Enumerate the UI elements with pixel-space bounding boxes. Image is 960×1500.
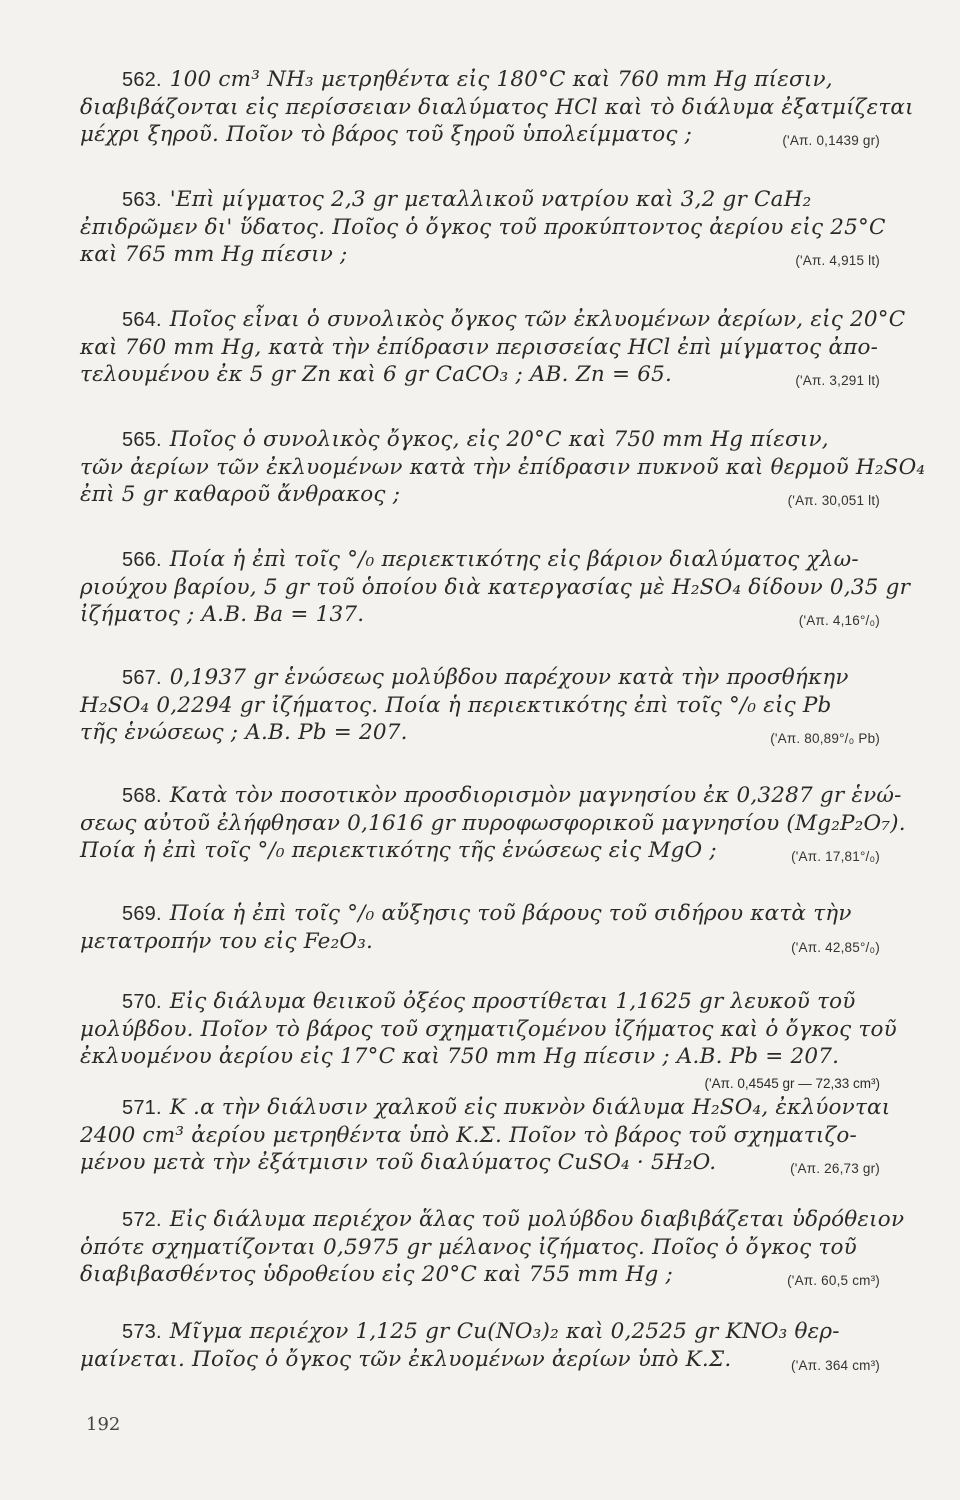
page-number: 192 bbox=[86, 1414, 121, 1435]
answer: ('Απ. 17,81°/₀) bbox=[791, 849, 880, 864]
problem-562 bbox=[80, 66, 914, 154]
problem-number: 569. bbox=[122, 903, 162, 925]
problem-number: 565. bbox=[122, 429, 162, 451]
answer: ('Απ. 4,16°/₀) bbox=[798, 613, 880, 628]
problem-number: 573. bbox=[122, 1321, 162, 1343]
answer: ('Απ. 42,85°/₀) bbox=[791, 940, 880, 955]
problem-line: ὁπότε σχηματίζονται 0,5975 gr μέλανος ἰζήματος. Ποῖος ὁ ὄγκος τοῦ bbox=[80, 1235, 857, 1260]
problem-line: 565. Ποῖος ὁ συνολικὸς ὄγκος, εἰς 20°C καὶ 750 mm Hg πίεσιν, bbox=[122, 427, 829, 452]
problem-number: 570. bbox=[122, 991, 162, 1013]
problem-line: 568. Κατὰ τὸν ποσοτικὸν προσδιορισμὸν μαγνησίου ἐκ 0,3287 gr ἑνώ- bbox=[122, 783, 902, 808]
answer: ('Απ. 26,73 gr) bbox=[790, 1161, 880, 1176]
problem-565 bbox=[80, 426, 926, 514]
problem-line: ἐπὶ 5 gr καθαροῦ ἄνθρακος ; ('Απ. 30,051 lt) bbox=[80, 481, 880, 508]
problem-line: μένου μετὰ τὴν ἐξάτμισιν τοῦ διαλύματος CuSO₄ · 5H₂O. ('Απ. 26,73 gr) bbox=[80, 1149, 880, 1176]
answer: ('Απ. 0,1439 gr) bbox=[782, 133, 880, 148]
problem-line: καὶ 765 mm Hg πίεσιν ; ('Απ. 4,915 lt) bbox=[80, 241, 880, 268]
problem-line: 2400 cm³ ἀερίου μετρηθέντα ὑπὸ Κ.Σ. Ποῖον τὸ βάρος τοῦ σχηματιζο- bbox=[80, 1123, 857, 1148]
problem-line: σεως αὐτοῦ ἐλήφθησαν 0,1616 gr πυροφωσφορικοῦ μαγνησίου (Mg₂P₂O₇). bbox=[80, 811, 906, 836]
problem-line: διαβιβάζονται εἰς περίσσειαν διαλύματος HCl καὶ τὸ διάλυμα ἐξατμίζεται bbox=[80, 95, 914, 120]
problem-number: 567. bbox=[122, 667, 162, 689]
problem-line: μέχρι ξηροῦ. Ποῖον τὸ βάρος τοῦ ξηροῦ ὑπολείμματος ; ('Απ. 0,1439 gr) bbox=[80, 121, 880, 148]
problem-line: διαβιβασθέντος ὑδροθείου εἰς 20°C καὶ 755 mm Hg ; ('Απ. 60,5 cm³) bbox=[80, 1261, 880, 1288]
answer: ('Απ. 80,89°/₀ Pb) bbox=[770, 731, 880, 746]
problem-568 bbox=[80, 782, 906, 870]
problem-line: 563. 'Επὶ μίγματος 2,3 gr μεταλλικοῦ νατρίου καὶ 3,2 gr CaH₂ bbox=[122, 187, 812, 212]
problem-line: μολύβδου. Ποῖον τὸ βάρος τοῦ σχηματιζομένου ἰζήματος καὶ ὁ ὄγκος τοῦ bbox=[80, 1017, 897, 1042]
problem-571 bbox=[80, 1094, 891, 1182]
problem-line: 570. Εἰς διάλυμα θειικοῦ ὀξέος προστίθεται 1,1625 gr λευκοῦ τοῦ bbox=[122, 989, 856, 1014]
problem-number: 568. bbox=[122, 785, 162, 807]
problem-line: ἐπιδρῶμεν δι' ὕδατος. Ποῖος ὁ ὄγκος τοῦ προκύπτοντος ἀερίου εἰς 25°C bbox=[80, 215, 886, 240]
problem-line: 564. Ποῖος εἶναι ὁ συνολικὸς ὄγκος τῶν ἐκλυομένων ἀερίων, εἰς 20°C bbox=[122, 307, 906, 332]
problem-569 bbox=[80, 900, 880, 961]
problem-572 bbox=[80, 1206, 905, 1294]
problem-line: τελουμένου ἐκ 5 gr Zn καὶ 6 gr CaCO₃ ; ΑΒ. Zn = 65. ('Απ. 3,291 lt) bbox=[80, 361, 880, 388]
problem-570 bbox=[80, 988, 897, 1097]
problem-line: τῆς ἑνώσεως ; Α.Β. Pb = 207. ('Απ. 80,89°/₀ Pb) bbox=[80, 719, 880, 746]
problem-line: 566. Ποία ἡ ἐπὶ τοῖς °/₀ περιεκτικότης εἰς βάριον διαλύματος χλω- bbox=[122, 547, 859, 572]
answer: ('Απ. 0,4545 gr — 72,33 cm³) bbox=[704, 1076, 880, 1091]
problem-line: 571. Κ .α τὴν διάλυσιν χαλκοῦ εἰς πυκνὸν διάλυμα H₂SO₄, ἐκλύονται bbox=[122, 1095, 891, 1120]
problem-line: 569. Ποία ἡ ἐπὶ τοῖς °/₀ αὔξησις τοῦ βάρους τοῦ σιδήρου κατὰ τὴν bbox=[122, 901, 852, 926]
problem-number: 563. bbox=[122, 189, 162, 211]
problem-number: 572. bbox=[122, 1209, 162, 1231]
problem-line: 573. Μῖγμα περιέχον 1,125 gr Cu(NO₃)₂ καὶ 0,2525 gr KNO₃ θερ- bbox=[122, 1319, 840, 1344]
answer: ('Απ. 4,915 lt) bbox=[795, 253, 880, 268]
problem-564 bbox=[80, 306, 906, 394]
problem-567 bbox=[80, 664, 880, 752]
problem-line: τῶν ἀερίων τῶν ἐκλυομένων κατὰ τὴν ἐπίδρασιν πυκνοῦ καὶ θερμοῦ H₂SO₄ bbox=[80, 455, 926, 480]
problem-573 bbox=[80, 1318, 880, 1379]
problem-line: 572. Εἰς διάλυμα περιέχον ἅλας τοῦ μολύβδου διαβιβάζεται ὑδρόθειον bbox=[122, 1207, 905, 1232]
problem-number: 564. bbox=[122, 309, 162, 331]
problem-number: 571. bbox=[122, 1097, 162, 1119]
answer: ('Απ. 30,051 lt) bbox=[787, 493, 880, 508]
problem-line: 562. 100 cm³ NH₃ μετρηθέντα εἰς 180°C καὶ 760 mm Hg πίεσιν, bbox=[122, 67, 833, 92]
problem-line: ἐκλυομένου ἀερίου εἰς 17°C καὶ 750 mm Hg πίεσιν ; Α.Β. Pb = 207. bbox=[80, 1044, 840, 1069]
problem-563 bbox=[80, 186, 886, 274]
problem-line: μετατροπήν του εἰς Fe₂O₃. ('Απ. 42,85°/₀) bbox=[80, 928, 880, 955]
problem-number: 566. bbox=[122, 549, 162, 571]
answer: ('Απ. 364 cm³) bbox=[791, 1358, 880, 1373]
problem-line: Ποία ἡ ἐπὶ τοῖς °/₀ περιεκτικότης τῆς ἑνώσεως εἰς MgO ; ('Απ. 17,81°/₀) bbox=[80, 837, 880, 864]
problem-566 bbox=[80, 546, 911, 634]
problem-line: ριούχου βαρίου, 5 gr τοῦ ὁποίου διὰ κατεργασίας μὲ H₂SO₄ δίδουν 0,35 gr bbox=[80, 575, 911, 600]
problem-line: μαίνεται. Ποῖος ὁ ὄγκος τῶν ἐκλυομένων ἀερίων ὑπὸ Κ.Σ. ('Απ. 364 cm³) bbox=[80, 1346, 880, 1373]
problem-line: 567. 0,1937 gr ἑνώσεως μολύβδου παρέχουν κατὰ τὴν προσθήκην bbox=[122, 665, 849, 690]
answer: ('Απ. 60,5 cm³) bbox=[787, 1273, 880, 1288]
answer: ('Απ. 3,291 lt) bbox=[795, 373, 880, 388]
problem-line: H₂SO₄ 0,2294 gr ἰζήματος. Ποία ἡ περιεκτικότης ἐπὶ τοῖς °/₀ εἰς Pb bbox=[80, 693, 832, 718]
problem-number: 562. bbox=[122, 69, 162, 91]
problem-line: ἰζήματος ; Α.Β. Ba = 137. ('Απ. 4,16°/₀) bbox=[80, 601, 880, 628]
problem-line: καὶ 760 mm Hg, κατὰ τὴν ἐπίδρασιν περισσείας HCl ἐπὶ μίγματος ἀπο- bbox=[80, 335, 879, 360]
